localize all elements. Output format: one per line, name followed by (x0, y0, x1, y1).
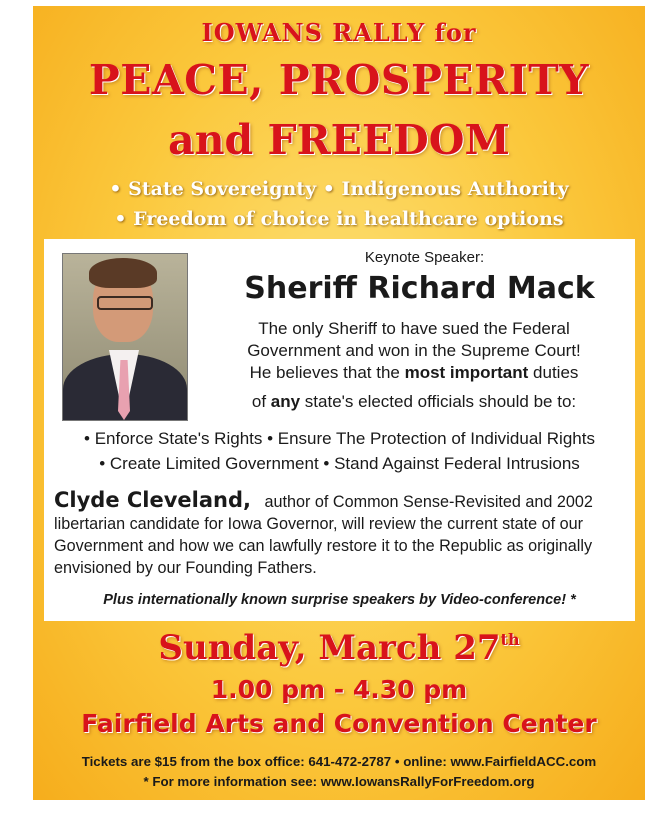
rally-title-line2: PEACE, PROSPERITY (88, 56, 590, 104)
rally-poster (33, 6, 645, 800)
rights-line1: • Enforce State's Rights • Ensure The Protection of Individual Rights (84, 429, 595, 448)
keynote-desc-line4: of any state's elected officials should be to: (251, 392, 577, 411)
keynote-desc-line1: The only Sheriff to have sued the Federal (258, 319, 570, 338)
rights-line2: • Create Limited Government • Stand Against Federal Intrusions (99, 454, 580, 473)
rally-title-line1: IOWANS RALLY for (201, 18, 477, 47)
tickets-info: Tickets are $15 from the box office: 641-472-2787 • online: www.FairfieldACC.com (81, 754, 597, 769)
clyde-text: author of Common Sense-Revisited and 2002 libertarian candidate for Iowa Governor, will review the current state of our Government and how we can lawfully restore it to the Republic as originally envisioned by our Founding Fathers. (54, 493, 593, 577)
more-info: * For more information see: www.IowansRallyForFreedom.org (143, 774, 535, 789)
clyde-name: Clyde Cleveland, (54, 488, 251, 512)
keynote-desc-line3: He believes that the most important duties (249, 363, 579, 382)
rally-title-line3: and FREEDOM (168, 116, 510, 164)
bullet-sovereignty: • State Sovereignty • Indigenous Authority (109, 178, 569, 200)
keynote-label: Keynote Speaker: (364, 249, 485, 266)
event-venue: Fairfield Arts and Convention Center (81, 709, 597, 738)
clyde-paragraph (54, 489, 629, 579)
event-date: Sunday, March 27th (158, 628, 520, 668)
keynote-desc-line2: Government and won in the Supreme Court! (247, 341, 581, 360)
keynote-speaker-name: Sheriff Richard Mack (244, 271, 595, 306)
plus-speakers-note: Plus internationally known surprise speakers by Video-conference! * (103, 592, 576, 608)
speaker-photo (62, 253, 188, 421)
bullet-healthcare: • Freedom of choice in healthcare options (114, 208, 564, 230)
speaker-panel (44, 239, 635, 621)
event-time: 1.00 pm - 4.30 pm (210, 675, 468, 704)
